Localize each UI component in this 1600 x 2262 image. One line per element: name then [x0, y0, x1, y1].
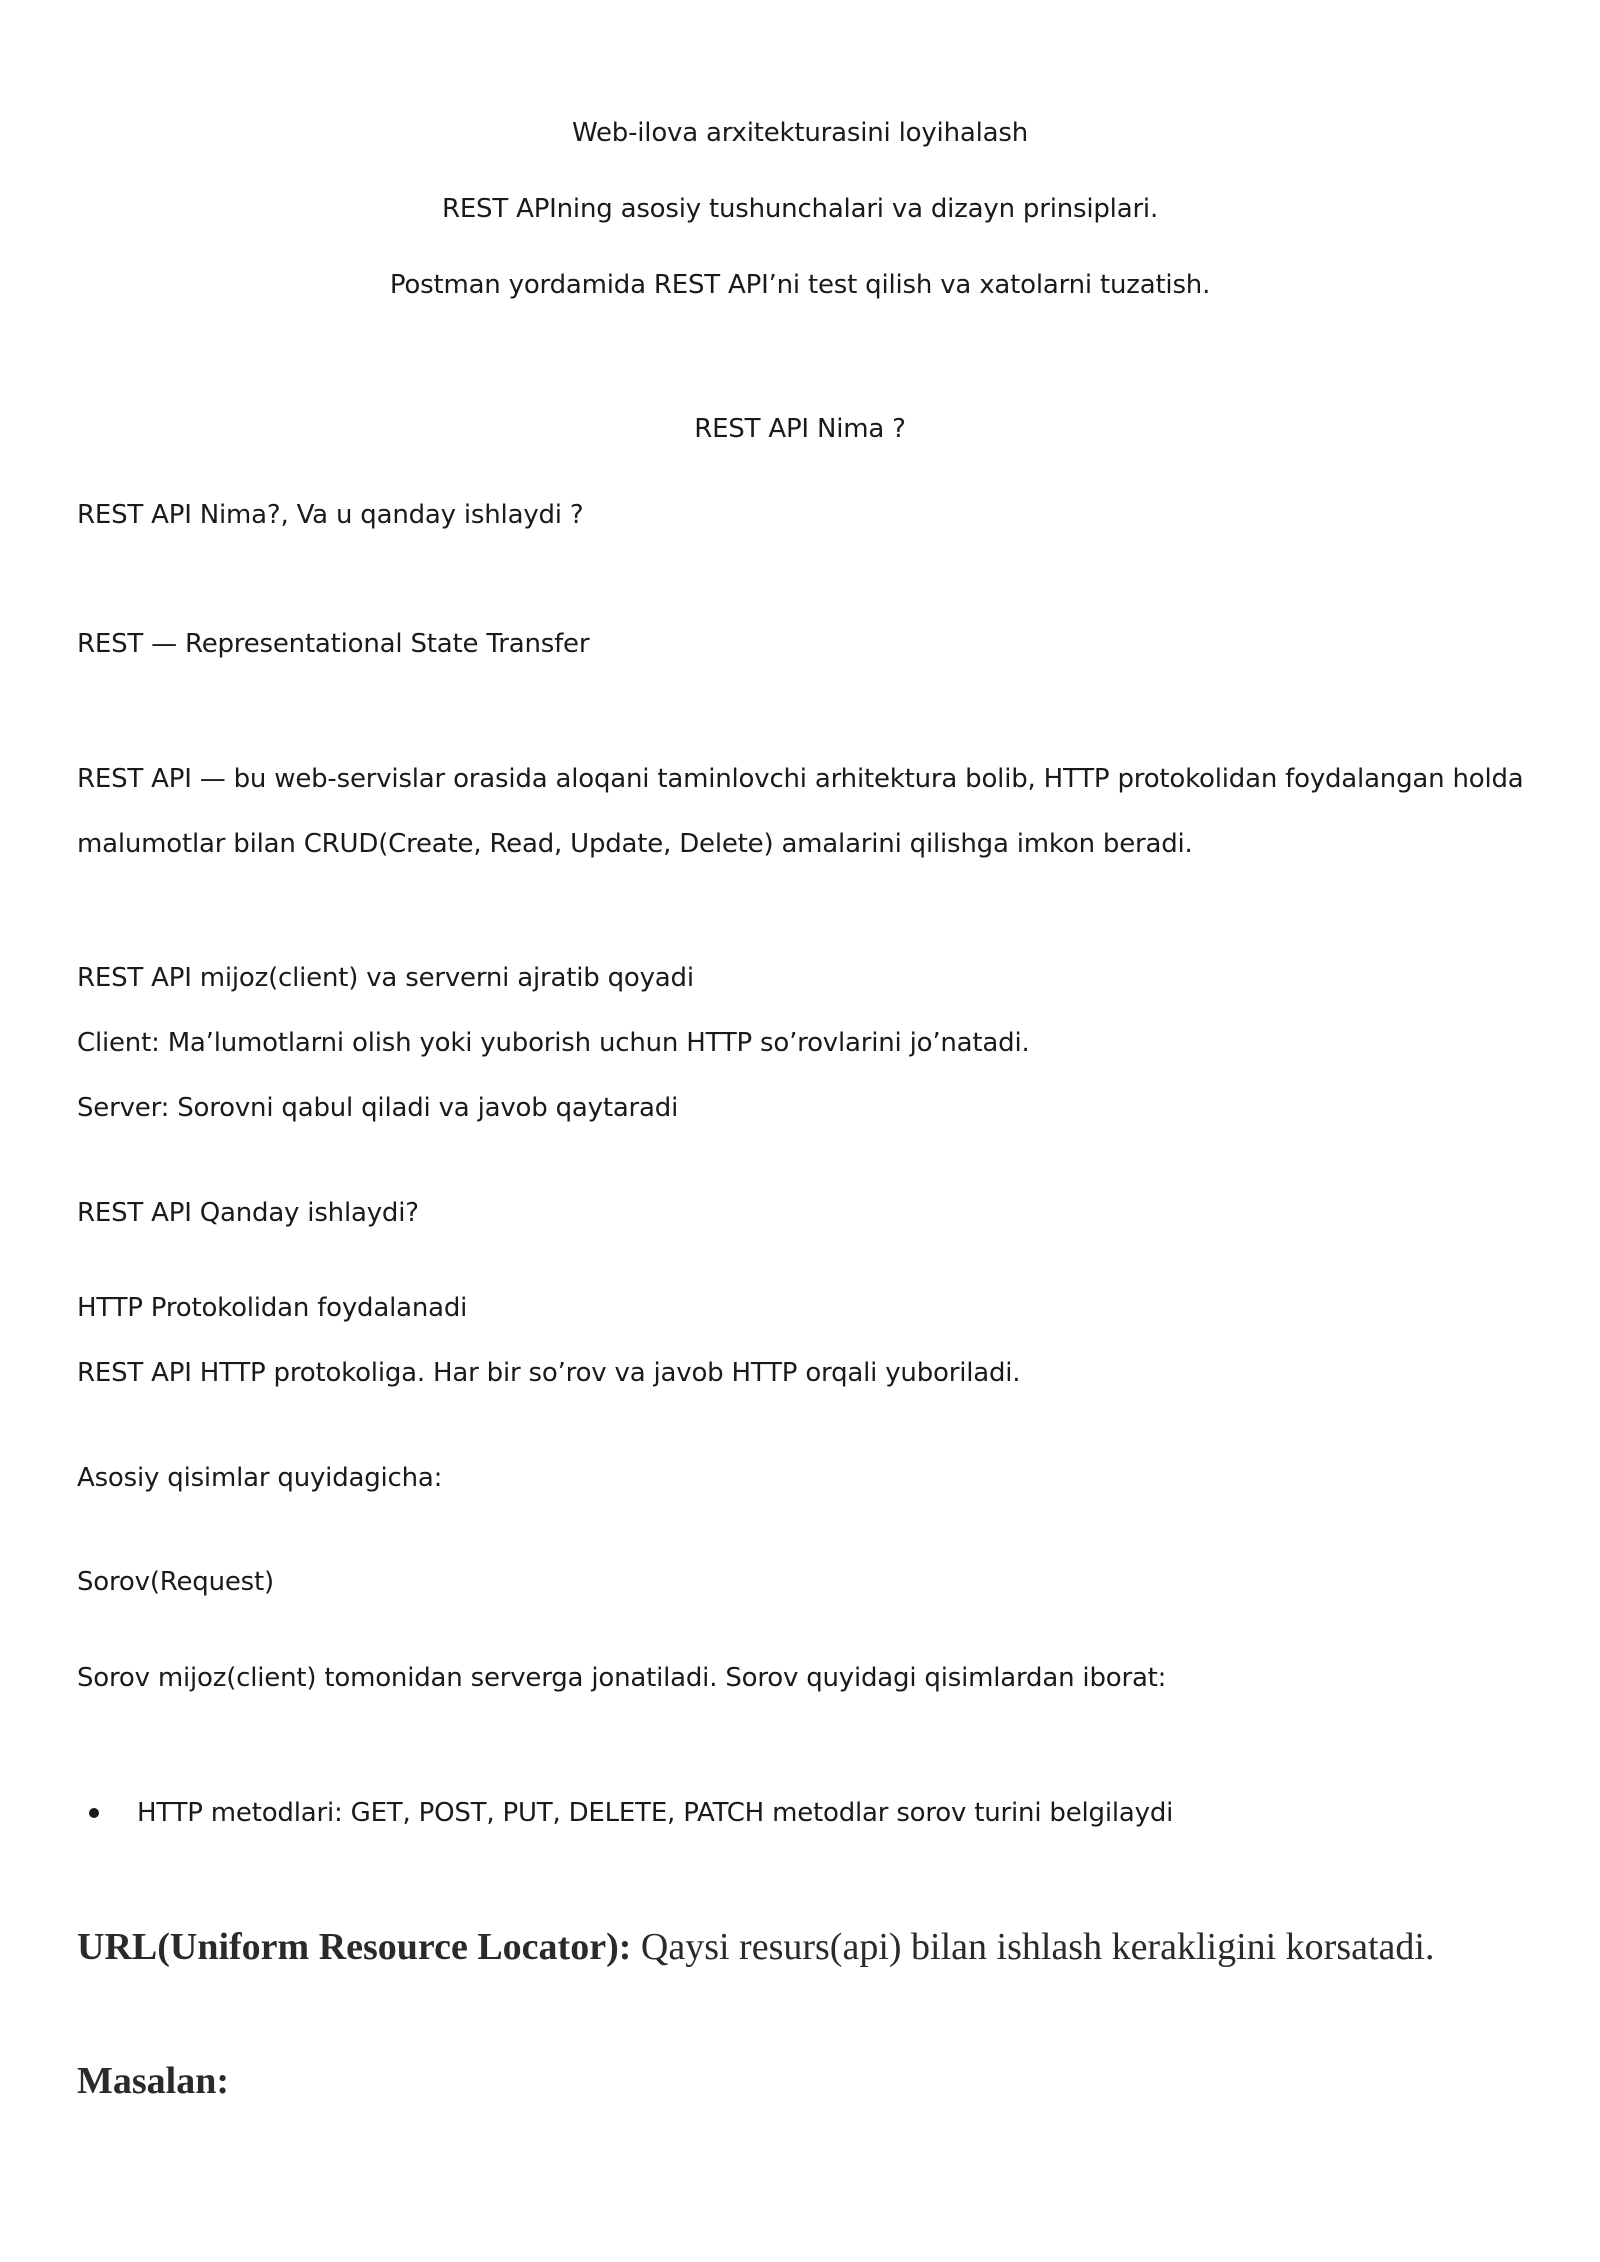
paragraph-server: Server: Sorovni qabul qiladi va javob qaytaradi	[77, 1093, 679, 1123]
paragraph-how-it-works: REST API Qanday ishlaydi?	[77, 1198, 419, 1228]
paragraph-http-detail: REST API HTTP protokoliga. Har bir so’rov va javob HTTP orqali yuboriladi.	[77, 1358, 1021, 1388]
document-subtitle-2: Postman yordamida REST API’ni test qilish va xatolarni tuzatish.	[389, 270, 1211, 300]
paragraph-what-is-rest: REST API Nima?, Va u qanday ishlaydi ?	[77, 500, 584, 530]
paragraph-http-protocol: HTTP Protokolidan foydalanadi	[77, 1293, 468, 1323]
paragraph-request: Sorov(Request)	[77, 1567, 274, 1597]
paragraph-client-server: REST API mijoz(client) va serverni ajratib qoyadi	[77, 963, 694, 993]
bullet-icon	[89, 1808, 99, 1818]
bullet-http-methods: HTTP metodlari: GET, POST, PUT, DELETE, PATCH metodlar sorov turini belgilaydi	[137, 1798, 1174, 1828]
example-label	[77, 2058, 229, 2104]
url-description: Qaysi resurs(api) bilan ishlash kerakligini korsatadi.	[631, 1926, 1435, 1968]
url-definition	[77, 1924, 1434, 1970]
document-subtitle-1: REST APIning asosiy tushunchalari va dizayn prinsiplari.	[441, 194, 1159, 224]
paragraph-rest-definition: REST — Representational State Transfer	[77, 629, 590, 659]
paragraph-client: Client: Ma’lumotlarni olish yoki yuborish uchun HTTP so’rovlarini jo’natadi.	[77, 1028, 1030, 1058]
paragraph-main-parts: Asosiy qisimlar quyidagicha:	[77, 1463, 443, 1493]
url-term: URL(Uniform Resource Locator):	[77, 1926, 632, 1968]
document-title: Web-ilova arxitekturasini loyihalash	[572, 118, 1028, 148]
paragraph-rest-api-line-1: REST API — bu web-servislar orasida aloqani taminlovchi arhitektura bolib, HTTP protokolidan foydalangan holda	[77, 764, 1524, 794]
paragraph-rest-api-line-2: malumotlar bilan CRUD(Create, Read, Update, Delete) amalarini qilishga imkon beradi.	[77, 829, 1193, 859]
section-heading: REST API Nima ?	[694, 414, 906, 444]
example-label-text: Masalan:	[77, 2060, 229, 2102]
paragraph-request-detail: Sorov mijoz(client) tomonidan serverga jonatiladi. Sorov quyidagi qisimlardan iborat:	[77, 1663, 1167, 1693]
